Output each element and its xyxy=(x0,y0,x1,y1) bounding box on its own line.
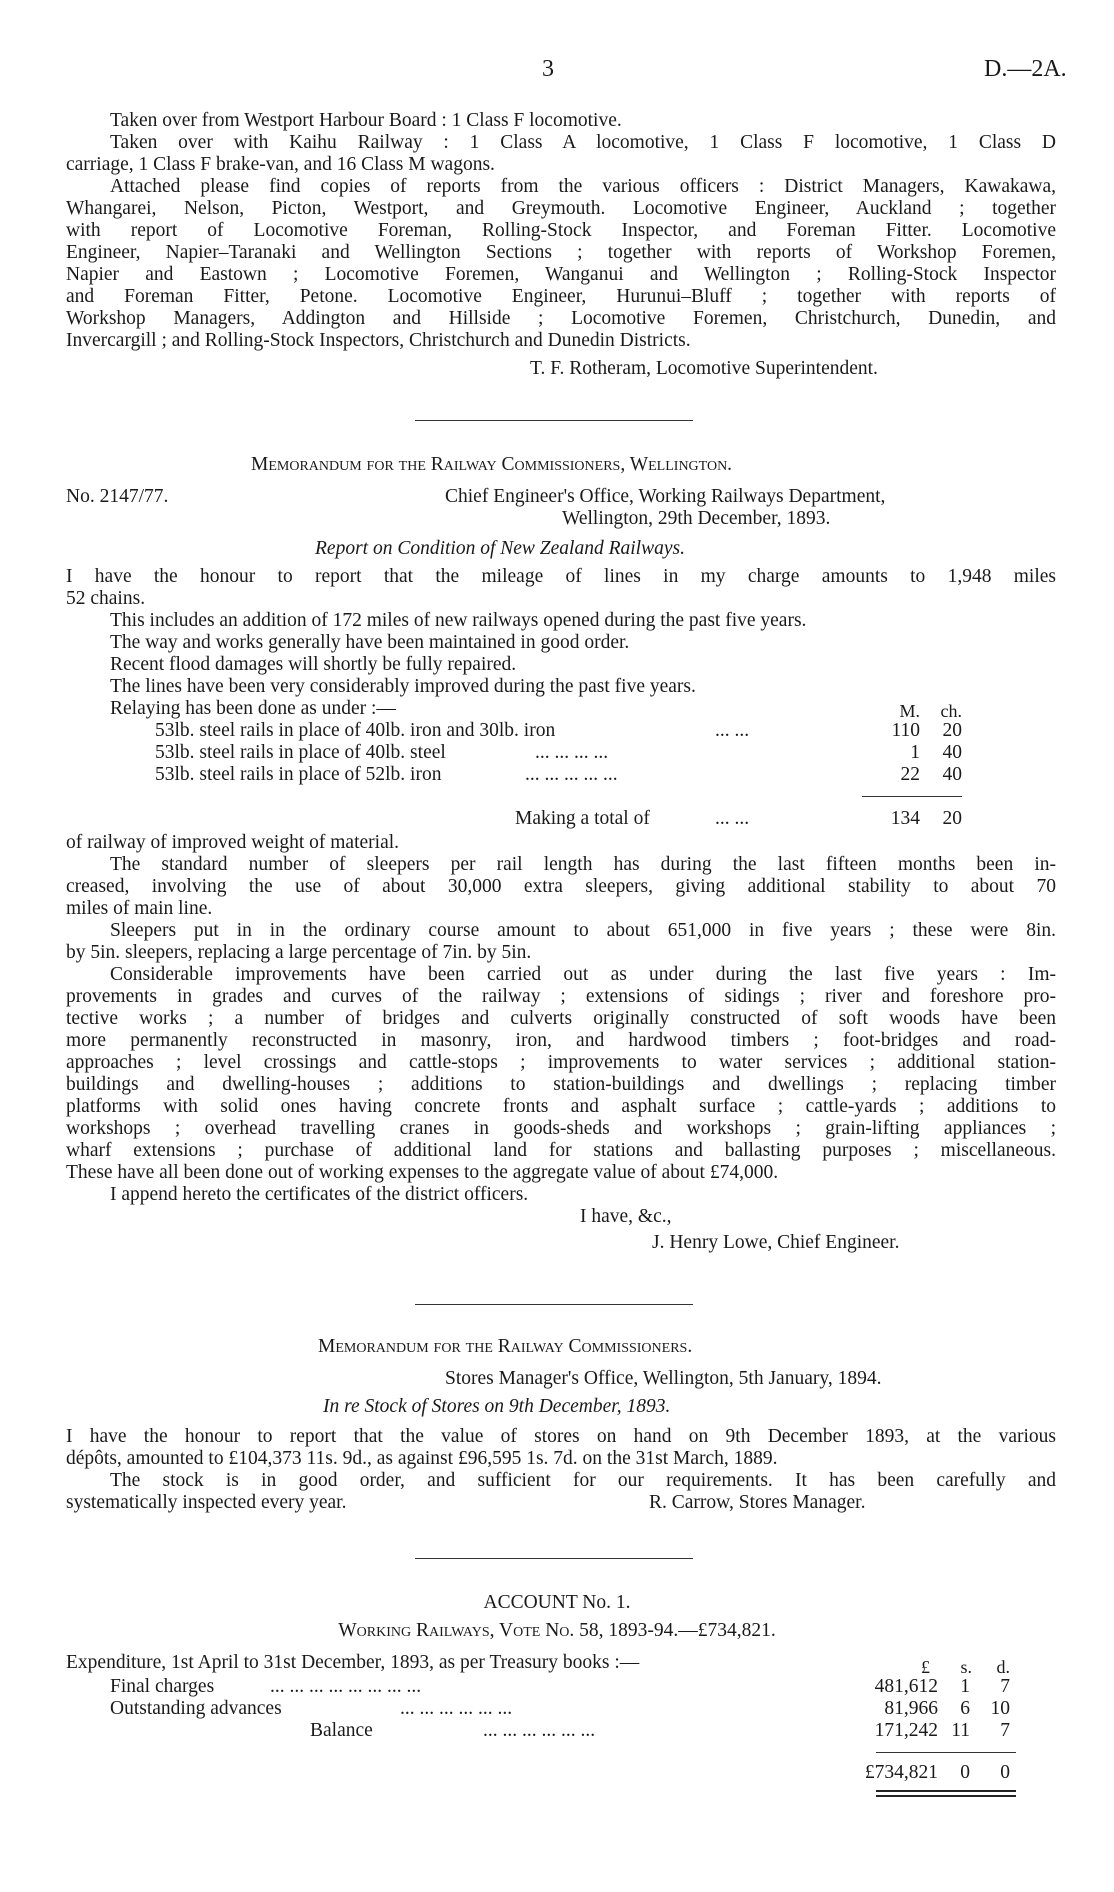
memo1-paragraph: provements in grades and curves of the railway ; extensions of sidings ; river and foreshore pro- xyxy=(66,986,1056,1007)
intro-line: Engineer, Napier–Taranaki and Wellington Sections ; together with reports of Workshop Foremen, xyxy=(66,242,1056,263)
intro-line: Whangarei, Nelson, Picton, Westport, and Greymouth. Locomotive Engineer, Auckland ; together xyxy=(66,198,1056,219)
relay-header-chains: ch. xyxy=(940,701,962,721)
relay-row-label: 53lb. steel rails in place of 52lb. iron xyxy=(155,764,442,785)
intro-line: with report of Locomotive Foreman, Rolling-Stock Inspector, and Foreman Fitter. Locomotive xyxy=(66,220,1056,241)
account-row-dots: ... ... ... ... ... ... xyxy=(483,1720,596,1741)
relay-header-miles: M. xyxy=(899,701,920,721)
memo2-subject: In re Stock of Stores on 9th December, 1893. xyxy=(323,1396,671,1417)
relay-row-chains: 20 xyxy=(942,720,962,741)
account-total-pence: 0 xyxy=(1000,1762,1010,1783)
memo1-paragraph: Considerable improvements have been carried out as under during the last five years : Im- xyxy=(110,964,1056,985)
memo1-paragraph: 52 chains. xyxy=(66,588,146,609)
account-intro: Expenditure, 1st April to 31st December, 1893, as per Treasury books :— xyxy=(66,1652,640,1673)
account-row-label: Final charges xyxy=(110,1676,215,1697)
relay-total-miles: 134 xyxy=(890,808,920,829)
account-row-dots: ... ... ... ... ... ... xyxy=(400,1698,513,1719)
account-header-pounds: £ xyxy=(921,1657,930,1677)
account-row-shillings: 1 xyxy=(960,1676,970,1697)
memo2-paragraph: The stock is in good order, and sufficient for our requirements. It has been carefully and xyxy=(110,1470,1056,1491)
memo1-paragraph: wharf extensions ; purchase of additional land for stations and ballasting purposes ; miscellaneous. xyxy=(66,1140,1056,1161)
intro-line: Workshop Managers, Addington and Hillside ; Locomotive Foremen, Christchurch, Dunedin, and xyxy=(66,308,1056,329)
memo1-paragraph: platforms with solid ones having concrete fronts and asphalt surface ; cattle-yards ; additions to xyxy=(66,1096,1056,1117)
account-row-pence: 10 xyxy=(990,1698,1010,1719)
relay-total-chains: 20 xyxy=(942,808,962,829)
memo1-paragraph: I append hereto the certificates of the district officers. xyxy=(110,1184,529,1205)
account-total-shillings: 0 xyxy=(960,1762,970,1783)
relay-row-chains: 40 xyxy=(942,742,962,763)
memo1-paragraph: approaches ; level crossings and cattle-stops ; improvements to water services ; additional station- xyxy=(66,1052,1056,1073)
relay-row-dots: ... ... xyxy=(715,720,750,741)
section-divider xyxy=(415,1304,693,1305)
memo1-paragraph: miles of main line. xyxy=(66,898,213,919)
memo1-paragraph: buildings and dwelling-houses ; additions to station-buildings and dwellings ; replacing timber xyxy=(66,1074,1056,1095)
memo1-paragraph: workshops ; overhead travelling cranes in goods-sheds and workshops ; grain-lifting appliances ; xyxy=(66,1118,1056,1139)
account-row-pence: 7 xyxy=(1000,1676,1010,1697)
memo1-paragraph: These have all been done out of working expenses to the aggregate value of about £74,000. xyxy=(66,1162,779,1183)
document-reference: D.—2A. xyxy=(984,56,1067,82)
memo1-line: The lines have been very considerably improved during the past five years. xyxy=(110,676,696,697)
memo1-paragraph: creased, involving the use of about 30,000 extra sleepers, giving additional stability to about 70 xyxy=(66,876,1056,897)
account-subtitle: Working Railways, Vote No. 58, 1893-94.—£734,821. xyxy=(338,1620,776,1641)
account-row-dots: ... ... ... ... ... ... ... ... xyxy=(270,1676,422,1697)
memo2-paragraph: dépôts, amounted to £104,373 11s. 9d., as against £96,595 1s. 7d. on the 31st March, 1889. xyxy=(66,1448,778,1469)
account-row-pounds: 481,612 xyxy=(874,1676,938,1697)
intro-line: Napier and Eastown ; Locomotive Foremen, Wanganui and Wellington ; Rolling-Stock Inspector xyxy=(66,264,1056,285)
intro-line: Taken over from Westport Harbour Board : 1 Class F locomotive. xyxy=(110,110,622,131)
relay-row-label: 53lb. steel rails in place of 40lb. iron and 30lb. iron xyxy=(155,720,556,741)
relay-row-chains: 40 xyxy=(942,764,962,785)
account-row-shillings: 6 xyxy=(960,1698,970,1719)
memo1-line: of railway of improved weight of material. xyxy=(66,832,400,853)
relaying-intro: Relaying has been done as under :— xyxy=(110,698,396,719)
account-row-shillings: 11 xyxy=(951,1720,970,1741)
intro-line: carriage, 1 Class F brake-van, and 16 Class M wagons. xyxy=(66,154,495,175)
memo1-paragraph: tective works ; a number of bridges and culverts originally constructed of soft woods have been xyxy=(66,1008,1056,1029)
memo2-signature: R. Carrow, Stores Manager. xyxy=(649,1492,866,1513)
account-total-pounds: £734,821 xyxy=(864,1762,938,1783)
account-header-shillings: s. xyxy=(960,1657,972,1677)
memo2-office: Stores Manager's Office, Wellington, 5th January, 1894. xyxy=(445,1368,882,1389)
account-total-double-rule xyxy=(876,1795,1016,1797)
memo1-line: The way and works generally have been maintained in good order. xyxy=(110,632,630,653)
relay-row-miles: 110 xyxy=(891,720,920,741)
relay-row-dots: ... ... ... ... ... xyxy=(525,764,618,785)
memo1-closing: I have, &c., xyxy=(580,1206,672,1227)
section-divider xyxy=(415,1558,693,1559)
relay-row-dots: ... ... ... ... xyxy=(535,742,609,763)
memo1-signature: J. Henry Lowe, Chief Engineer. xyxy=(652,1232,900,1253)
relay-total-label: Making a total of xyxy=(515,808,650,829)
account-header-pence: d. xyxy=(996,1657,1010,1677)
memo1-office-line1: Chief Engineer's Office, Working Railways Department, xyxy=(445,486,886,507)
intro-line: Invercargill ; and Rolling-Stock Inspectors, Christchurch and Dunedin Districts. xyxy=(66,330,691,351)
memo1-title: Memorandum for the Railway Commissioners, Wellington. xyxy=(251,454,733,475)
relay-row-miles: 1 xyxy=(910,742,920,763)
account-row-label: Balance xyxy=(310,1720,373,1741)
memo1-office-line2: Wellington, 29th December, 1893. xyxy=(562,508,831,529)
account-row-pounds: 171,242 xyxy=(874,1720,938,1741)
intro-signature: T. F. Rotheram, Locomotive Superintendent. xyxy=(530,358,878,379)
relay-row-label: 53lb. steel rails in place of 40lb. steel xyxy=(155,742,446,763)
account-total-double-rule xyxy=(876,1790,1016,1792)
memo1-subject: Report on Condition of New Zealand Railways. xyxy=(315,538,685,559)
memo1-paragraph: more permanently reconstructed in masonry, iron, and hardwood timbers ; foot-bridges and road- xyxy=(66,1030,1056,1051)
account-row-pence: 7 xyxy=(1000,1720,1010,1741)
memo1-line: This includes an addition of 172 miles of new railways opened during the past five years. xyxy=(110,610,807,631)
memo1-paragraph: The standard number of sleepers per rail length has during the last fifteen months been in- xyxy=(110,854,1056,875)
page-number: 3 xyxy=(542,56,554,82)
memo1-line: Recent flood damages will shortly be fully repaired. xyxy=(110,654,517,675)
memo2-paragraph: I have the honour to report that the value of stores on hand on 9th December 1893, at the various xyxy=(66,1426,1056,1447)
relay-row-miles: 22 xyxy=(900,764,920,785)
memo1-paragraph: Sleepers put in in the ordinary course amount to about 651,000 in five years ; these were 8in. xyxy=(110,920,1056,941)
memo1-paragraph: by 5in. sleepers, replacing a large percentage of 7in. by 5in. xyxy=(66,942,532,963)
intro-line: Taken over with Kaihu Railway : 1 Class A locomotive, 1 Class F locomotive, 1 Class D xyxy=(110,132,1056,153)
account-total-rule xyxy=(876,1752,1016,1753)
intro-line: and Foreman Fitter, Petone. Locomotive Engineer, Hurunui–Bluff ; together with reports of xyxy=(66,286,1056,307)
account-row-pounds: 81,966 xyxy=(884,1698,938,1719)
memo1-number: No. 2147/77. xyxy=(66,486,169,507)
relay-total-dots: ... ... xyxy=(715,808,750,829)
account-row-label: Outstanding advances xyxy=(110,1698,282,1719)
memo2-title: Memorandum for the Railway Commissioners. xyxy=(318,1336,693,1357)
section-divider xyxy=(415,420,693,421)
memo1-paragraph: I have the honour to report that the mileage of lines in my charge amounts to 1,948 miles xyxy=(66,566,1056,587)
account-title: ACCOUNT No. 1. xyxy=(483,1592,631,1613)
relay-total-rule xyxy=(862,796,962,797)
memo2-paragraph: systematically inspected every year. xyxy=(66,1492,347,1513)
intro-line: Attached please find copies of reports from the various officers : District Managers, Kawakawa, xyxy=(110,176,1056,197)
